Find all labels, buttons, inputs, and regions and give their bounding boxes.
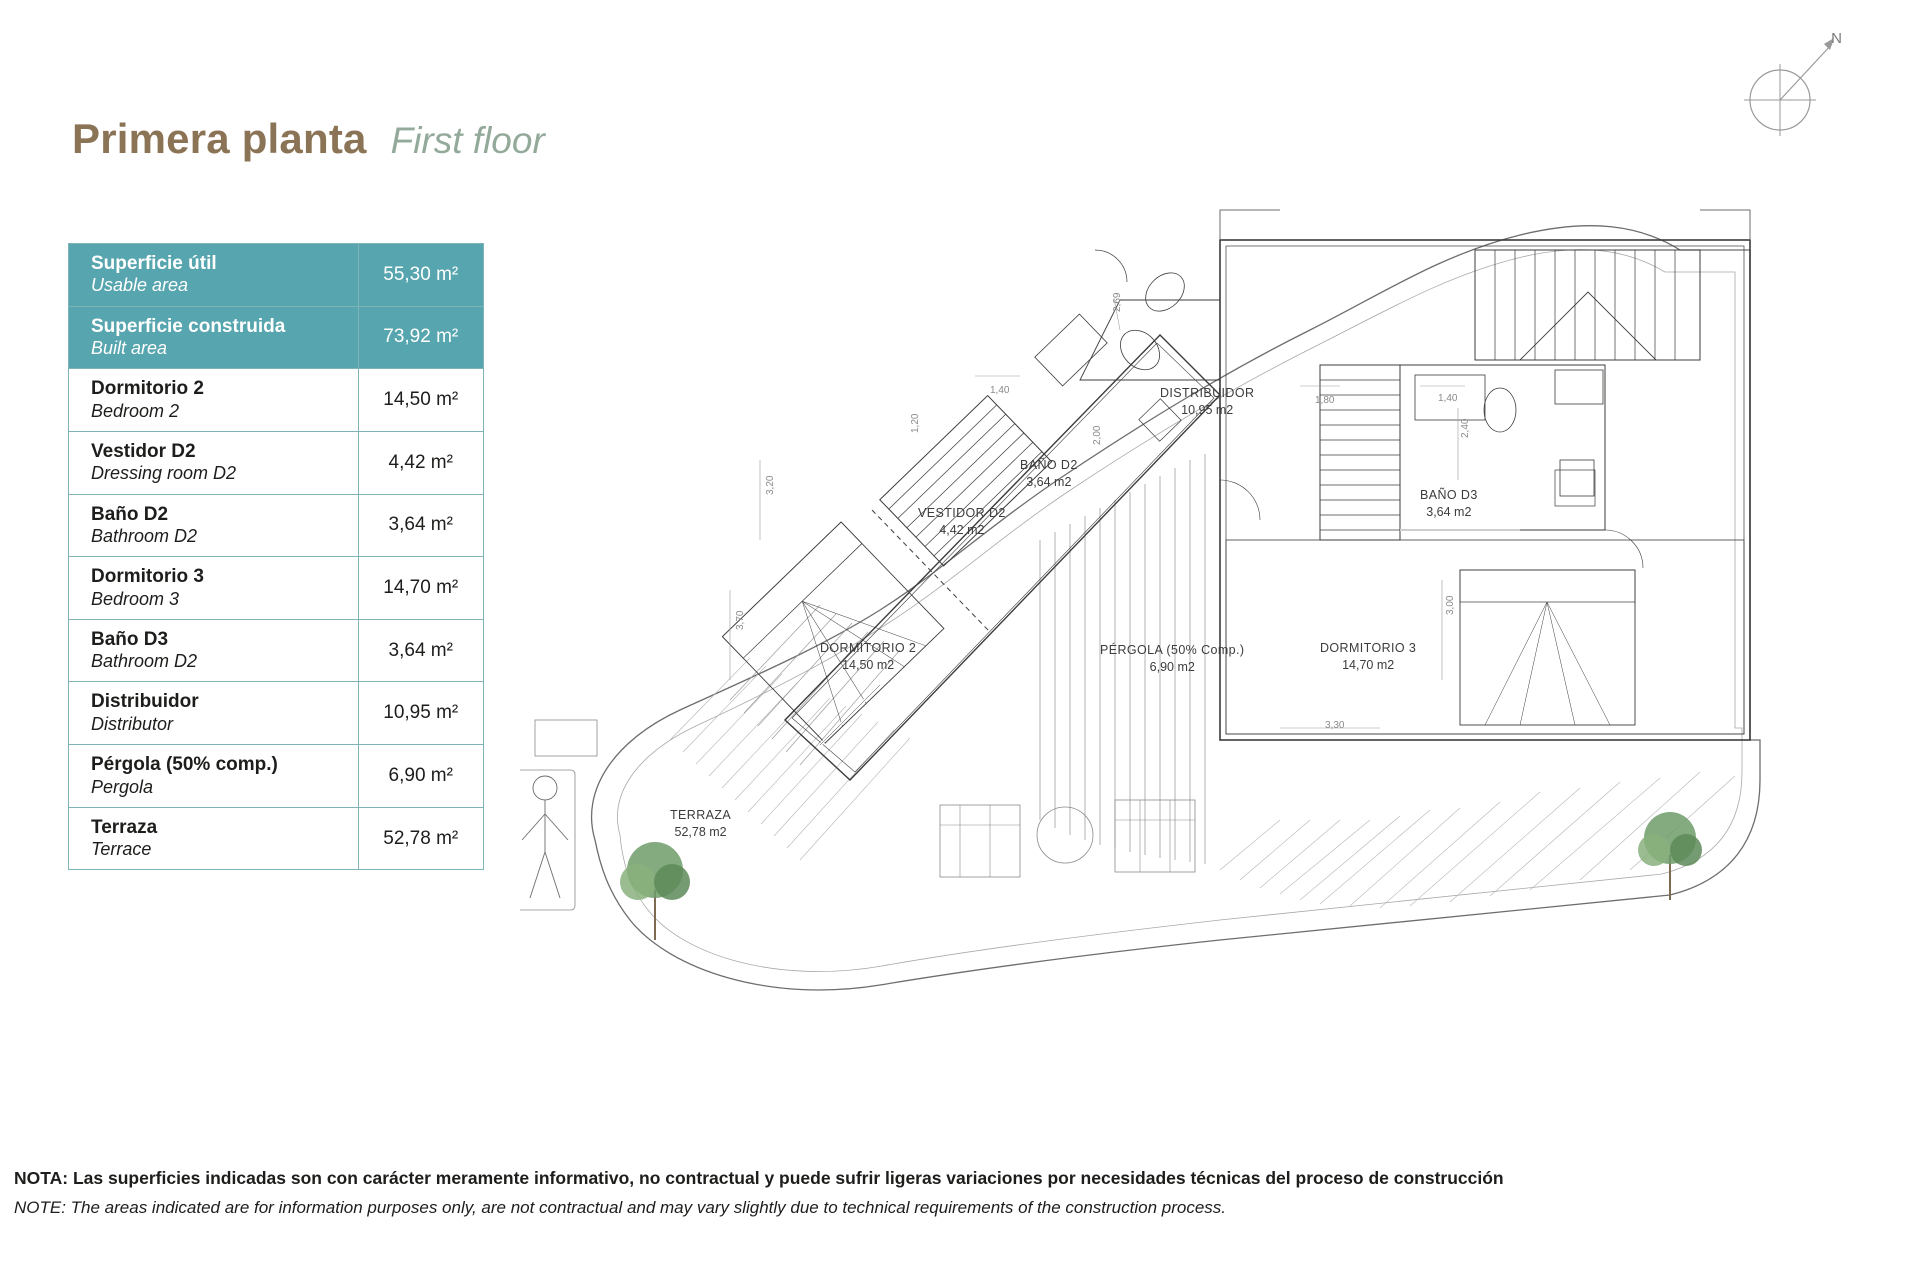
plan-dimension-dim-2-69: 2,69 (1112, 292, 1123, 312)
area-name-en: Bathroom D2 (91, 651, 198, 672)
area-name-cell (69, 306, 359, 369)
area-name-cell (69, 494, 359, 557)
area-name-en: Distributor (91, 713, 174, 734)
room-label-name: DORMITORIO 2 (820, 641, 917, 655)
plan-room-label-bano-d2 (1020, 457, 1078, 491)
area-value-cell: 14,50 m² (358, 369, 484, 432)
room-label-area: 3,64 m2 (1426, 504, 1472, 519)
area-name-es: Baño D2 (91, 503, 169, 525)
room-label-name: VESTIDOR D2 (918, 506, 1006, 520)
room-label-area: 14,50 m2 (842, 657, 895, 672)
area-value-cell: 73,92 m² (358, 306, 484, 369)
areas-table (68, 243, 484, 870)
plan-dimension-dim-3-00: 3,00 (1445, 595, 1456, 615)
disclaimer-note-en: NOTE: The areas indicated are for information purposes only, are not contractual and may vary slightly due to technical requirements of the construction process. (14, 1198, 1227, 1217)
table-row (69, 619, 484, 682)
room-label-area: 52,78 m2 (674, 824, 727, 839)
area-name-es: Baño D3 (91, 628, 169, 650)
area-name-en: Usable area (91, 275, 189, 296)
plan-dimension-dim-1-40b: 1,40 (1438, 393, 1458, 404)
area-name-en: Bedroom 3 (91, 588, 180, 609)
table-row (69, 244, 484, 307)
page-title-es: Primera planta (72, 115, 367, 162)
plan-dimension-dim-1-40a: 1,40 (990, 385, 1010, 396)
area-name-es: Dormitorio 2 (91, 378, 204, 400)
table-row (69, 682, 484, 745)
area-name-cell (69, 369, 359, 432)
plan-room-label-vestidor-d2 (918, 505, 1006, 539)
plan-dimension-dim-2-00: 2,00 (1092, 425, 1103, 445)
plan-dimension-dim-1-20: 1,20 (910, 413, 921, 433)
area-name-cell (69, 619, 359, 682)
table-row (69, 369, 484, 432)
table-row (69, 494, 484, 557)
room-label-name: DORMITORIO 3 (1320, 641, 1417, 655)
plan-room-label-dormitorio-3 (1320, 640, 1416, 674)
plan-dimension-dim-3-70: 3,70 (735, 610, 746, 630)
plan-room-label-terraza (670, 807, 731, 841)
room-label-area: 6,90 m2 (1149, 659, 1195, 674)
area-name-en: Dressing room D2 (91, 463, 237, 484)
area-name-es: Vestidor D2 (91, 440, 196, 462)
room-label-name: DISTRIBUIDOR (1160, 386, 1255, 400)
room-label-name: TERRAZA (670, 808, 732, 822)
room-label-area: 14,70 m2 (1342, 657, 1395, 672)
table-row (69, 306, 484, 369)
area-name-en: Bedroom 2 (91, 400, 180, 421)
disclaimer-note-es: NOTA: Las superficies indicadas son con carácter meramente informativo, no contractual y puede sufrir ligeras variaciones por necesidades técnicas del proceso de construcción (14, 1168, 1504, 1188)
area-name-cell (69, 244, 359, 307)
page-title (72, 115, 545, 163)
area-name-es: Pérgola (50% comp.) (91, 754, 278, 776)
area-value-cell: 4,42 m² (358, 431, 484, 494)
area-value-cell: 52,78 m² (358, 807, 484, 870)
area-name-es: Superficie útil (91, 253, 217, 274)
room-label-name: BAÑO D3 (1420, 488, 1478, 502)
area-name-cell (69, 807, 359, 870)
plan-room-label-pergola (1100, 642, 1244, 676)
compass-icon (1728, 30, 1848, 150)
plan-room-label-distribuidor (1160, 385, 1254, 419)
area-name-cell (69, 431, 359, 494)
plan-dimension-dim-3-20: 3,20 (765, 475, 776, 495)
plan-dimension-dim-1-80: 1,80 (1315, 395, 1335, 406)
room-label-name: PÉRGOLA (50% Comp.) (1100, 643, 1245, 657)
area-name-es: Distribuidor (91, 691, 199, 713)
area-name-en: Built area (91, 338, 168, 359)
room-label-area: 4,42 m2 (939, 522, 985, 537)
table-row (69, 807, 484, 870)
area-value-cell: 10,95 m² (358, 682, 484, 745)
area-value-cell: 14,70 m² (358, 557, 484, 620)
plan-dimension-dim-2-40: 2,40 (1460, 418, 1471, 438)
plan-dimension-dim-3-30: 3,30 (1325, 720, 1345, 731)
area-name-es: Dormitorio 3 (91, 566, 204, 588)
room-label-name: BAÑO D2 (1020, 458, 1078, 472)
compass-north-label: N (1831, 30, 1842, 47)
area-value-cell: 6,90 m² (358, 745, 484, 808)
area-value-cell: 3,64 m² (358, 494, 484, 557)
area-name-en: Terrace (91, 839, 152, 860)
area-value-cell: 55,30 m² (358, 244, 484, 307)
room-label-area: 10,95 m2 (1181, 402, 1234, 417)
floor-plan (520, 180, 1880, 1100)
page-title-en: First floor (390, 120, 545, 161)
table-row (69, 431, 484, 494)
area-name-en: Pergola (91, 776, 154, 797)
plan-room-label-dormitorio-2 (820, 640, 916, 674)
area-name-en: Bathroom D2 (91, 525, 198, 546)
area-name-cell (69, 745, 359, 808)
area-name-cell (69, 682, 359, 745)
area-name-es: Superficie construida (91, 315, 286, 337)
table-row (69, 745, 484, 808)
room-label-area: 3,64 m2 (1026, 474, 1072, 489)
area-value-cell: 3,64 m² (358, 619, 484, 682)
plan-room-label-bano-d3 (1420, 487, 1478, 521)
table-row (69, 557, 484, 620)
disclaimer-note (14, 1168, 1904, 1218)
area-name-es: Terraza (91, 816, 158, 838)
area-name-cell (69, 557, 359, 620)
floor-plan-drawing (520, 180, 1880, 1100)
